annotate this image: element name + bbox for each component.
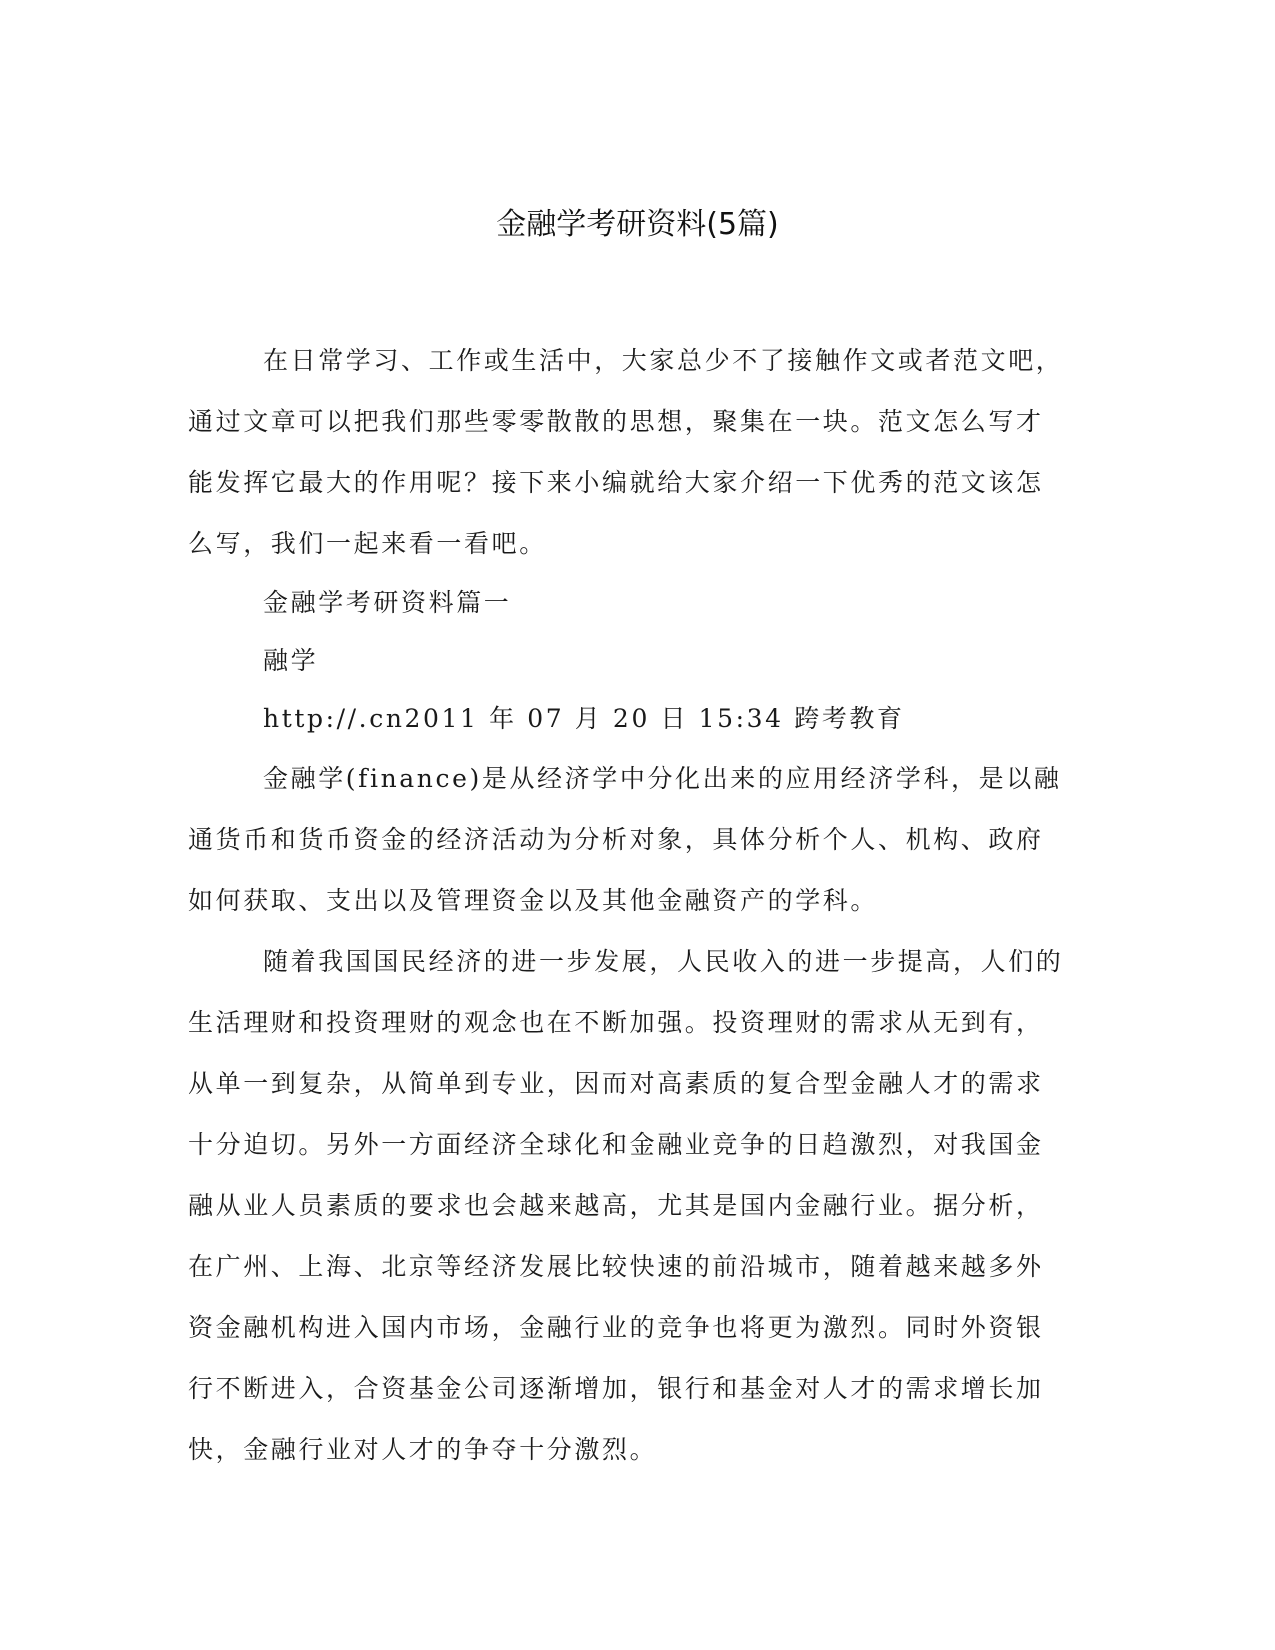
- definition-paragraph: 金融学(finance)是从经济学中分化出来的应用经济学科，是以融通货币和货币资金的经济活动为分析对象，具体分析个人、机构、政府如何获取、支出以及管理资金以及其他金融资产的学科。: [188, 764, 1062, 915]
- source-line: http://.cn2011 年 07 月 20 日 15:34 跨考教育: [263, 704, 905, 733]
- document-title: 金融学考研资料(5篇): [496, 207, 779, 242]
- subject-line: 融学: [263, 646, 319, 675]
- intro-paragraph: 在日常学习、工作或生活中，大家总少不了接触作文或者范文吧，通过文章可以把我们那些零零散散的思想，聚集在一块。范文怎么写才能发挥它最大的作用呢？接下来小编就给大家介绍一下优秀的范文该怎么写，我们一起来看一看吧。: [188, 346, 1064, 558]
- document-body: [188, 330, 1068, 1480]
- context-paragraph: 随着我国国民经济的进一步发展，人民收入的进一步提高，人们的生活理财和投资理财的观念也在不断加强。投资理财的需求从无到有，从单一到复杂，从简单到专业，因而对高素质的复合型金融人才的需求十分迫切。另外一方面经济全球化和金融业竞争的日趋激烈，对我国金融从业人员素质的要求也会越来越高，尤其是国内金融行业。据分析，在广州、上海、北京等经济发展比较快速的前沿城市，随着越来越多外资金融机构进入国内市场，金融行业的竞争也将更为激烈。同时外资银行不断进入，合资基金公司逐渐增加，银行和基金对人才的需求增长加快，金融行业对人才的争夺十分激烈。: [188, 947, 1064, 1464]
- section-heading: 金融学考研资料篇一: [263, 588, 512, 617]
